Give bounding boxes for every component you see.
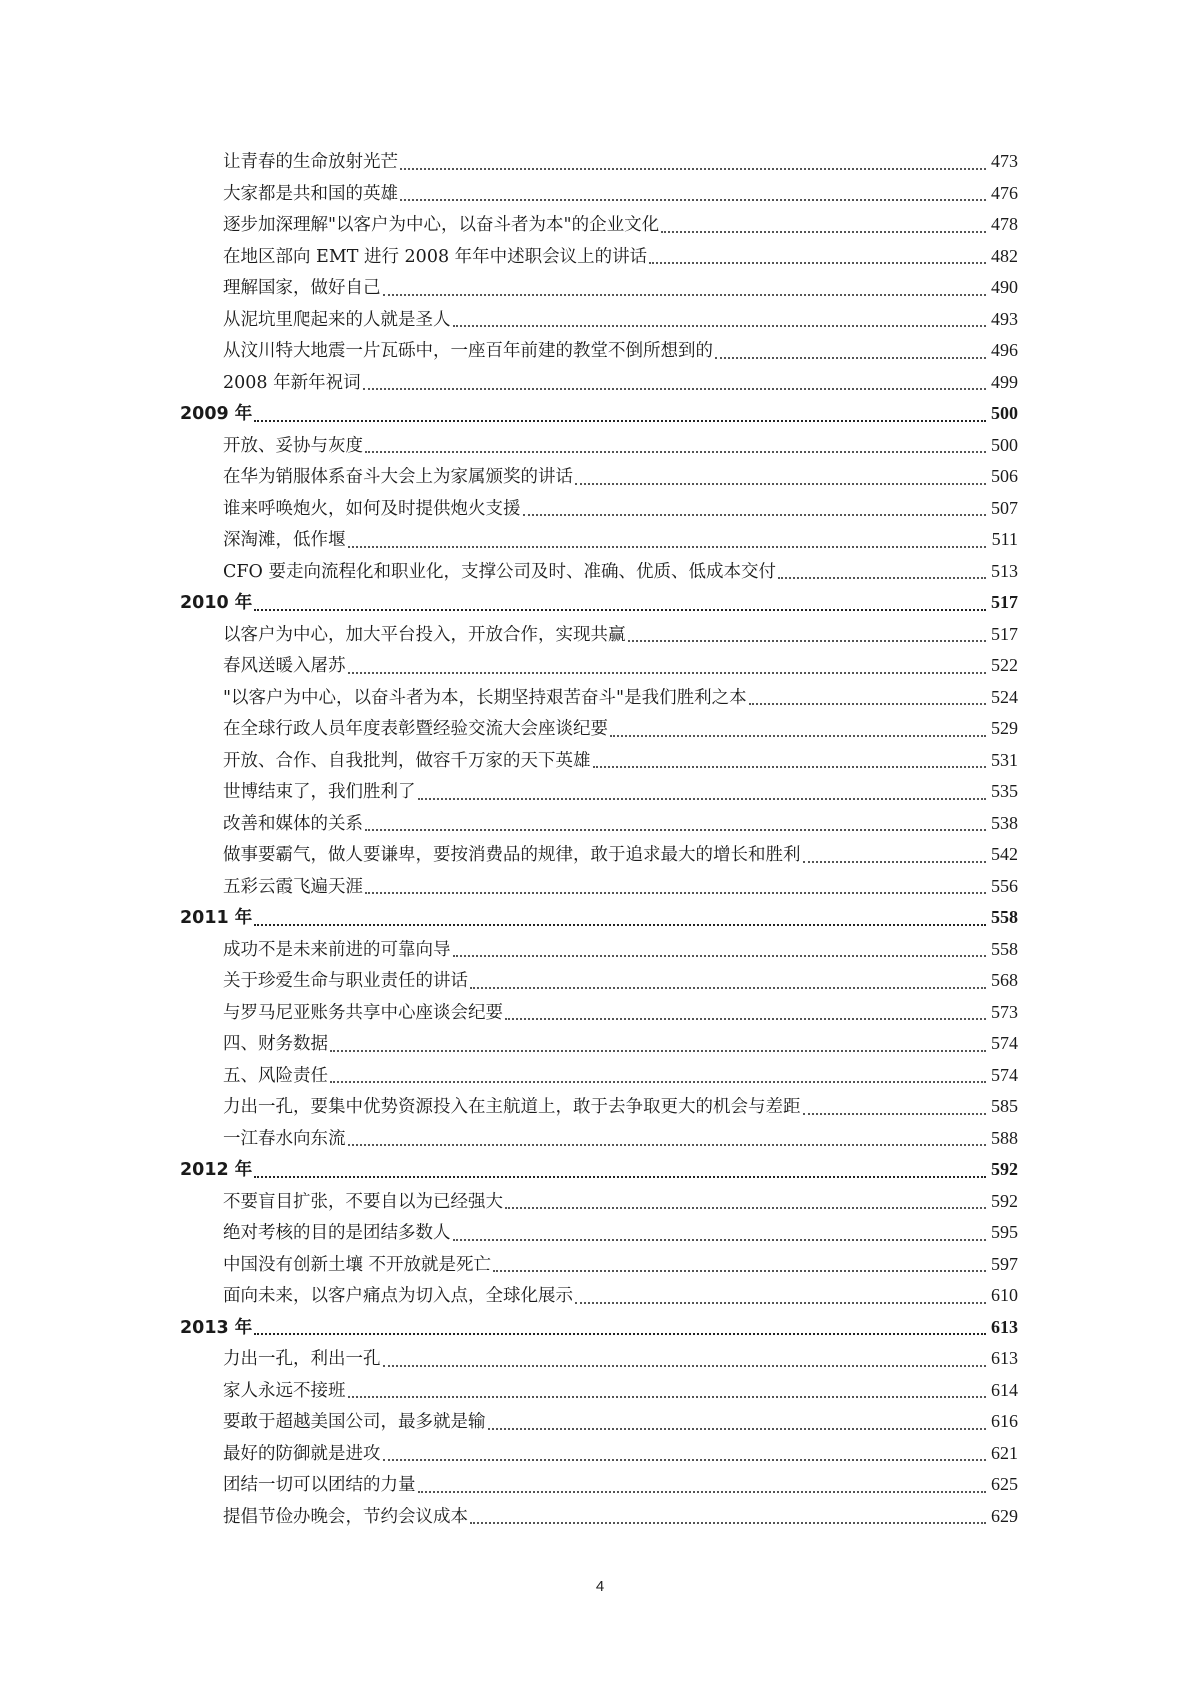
dot-leader bbox=[400, 197, 986, 201]
toc-entry-page: 535 bbox=[991, 781, 1018, 801]
toc-entry-title: CFO 要走向流程化和职业化，支撑公司及时、准确、优质、低成本交付 bbox=[223, 561, 776, 582]
toc-entry[interactable] bbox=[180, 776, 1018, 808]
dot-leader bbox=[365, 890, 986, 894]
toc-entry[interactable] bbox=[180, 1028, 1018, 1060]
toc-entry-title: 绝对考核的目的是团结多数人 bbox=[223, 1223, 451, 1243]
toc-entry-page: 476 bbox=[991, 182, 1018, 203]
toc-entry-title: 五、风险责任 bbox=[223, 1065, 328, 1086]
dot-leader bbox=[400, 166, 986, 170]
toc-entry-page: 610 bbox=[991, 1285, 1018, 1305]
toc-entry-title: 大家都是共和国的英雄 bbox=[223, 183, 398, 204]
dot-leader bbox=[493, 1268, 986, 1272]
dot-leader bbox=[363, 386, 986, 390]
toc-year-heading[interactable] bbox=[180, 1154, 1018, 1186]
toc-entry-title: 在华为销服体系奋斗大会上为家属颁奖的讲话 bbox=[223, 467, 573, 487]
toc-entry-page: 574 bbox=[991, 1064, 1018, 1085]
dot-leader bbox=[365, 827, 986, 831]
toc-entry[interactable] bbox=[180, 461, 1018, 493]
dot-leader bbox=[628, 638, 987, 642]
toc-entry[interactable] bbox=[180, 178, 1018, 210]
toc-entry-title: 以客户为中心，加大平台投入，开放合作，实现共赢 bbox=[223, 624, 626, 645]
toc-entry[interactable] bbox=[180, 430, 1018, 462]
toc-entry-title: 团结一切可以团结的力量 bbox=[223, 1475, 416, 1495]
toc-year-heading[interactable] bbox=[180, 902, 1018, 934]
toc-entry-title: 要敢于超越美国公司，最多就是输 bbox=[223, 1412, 486, 1432]
toc-entry[interactable] bbox=[180, 839, 1018, 871]
dot-leader bbox=[470, 1520, 986, 1524]
toc-entry-title: 深淘滩，低作堰 bbox=[223, 530, 346, 550]
toc-entry-title: 成功不是未来前进的可靠向导 bbox=[223, 939, 451, 960]
toc-entry[interactable] bbox=[180, 1060, 1018, 1092]
toc-entry[interactable] bbox=[180, 871, 1018, 903]
dot-leader bbox=[453, 323, 987, 327]
toc-entry-title: 2013 年 bbox=[180, 1317, 253, 1338]
toc-entry-title: 力出一孔，利出一孔 bbox=[223, 1349, 381, 1369]
toc-entry-title: 五彩云霞飞遍天涯 bbox=[223, 876, 363, 897]
dot-leader bbox=[505, 1205, 986, 1209]
toc-entry-title: 2012 年 bbox=[180, 1160, 253, 1180]
toc-entry[interactable] bbox=[180, 304, 1018, 336]
toc-entry[interactable] bbox=[180, 1091, 1018, 1123]
toc-entry-title: 让青春的生命放射光芒 bbox=[223, 152, 398, 172]
toc-entry[interactable] bbox=[180, 1375, 1018, 1407]
toc-entry-page: 614 bbox=[991, 1379, 1018, 1400]
toc-entry-page: 573 bbox=[991, 1001, 1018, 1022]
toc-entry-title: 力出一孔，要集中优势资源投入在主航道上，敢于去争取更大的机会与差距 bbox=[223, 1097, 801, 1117]
toc-entry-title: 在地区部向 EMT 进行 2008 年年中述职会议上的讲话 bbox=[223, 246, 648, 267]
toc-entry-page: 568 bbox=[991, 970, 1018, 990]
toc-entry[interactable] bbox=[180, 272, 1018, 304]
dot-leader bbox=[254, 1331, 986, 1335]
toc-entry-page: 558 bbox=[991, 938, 1018, 959]
toc-entry[interactable] bbox=[180, 745, 1018, 777]
toc-entry-page: 511 bbox=[991, 529, 1018, 549]
toc-entry[interactable] bbox=[180, 1186, 1018, 1218]
dot-leader bbox=[610, 733, 986, 737]
toc-entry-page: 473 bbox=[991, 151, 1018, 171]
toc-entry[interactable] bbox=[180, 1406, 1018, 1438]
dot-leader bbox=[715, 355, 986, 359]
toc-entry-title: 谁来呼唤炮火，如何及时提供炮火支援 bbox=[223, 498, 521, 519]
toc-entry-title: 从泥坑里爬起来的人就是圣人 bbox=[223, 309, 451, 330]
toc-entry-title: 2009 年 bbox=[180, 404, 253, 424]
toc-entry-page: 500 bbox=[991, 434, 1018, 455]
dot-leader bbox=[803, 1111, 987, 1115]
toc-year-heading[interactable] bbox=[180, 1312, 1018, 1344]
toc-entry-title: 做事要霸气，做人要谦卑，要按消费品的规律，敢于追求最大的增长和胜利 bbox=[223, 845, 801, 865]
dot-leader bbox=[575, 481, 986, 485]
toc-entry-page: 592 bbox=[991, 1159, 1018, 1179]
toc-entry-page: 556 bbox=[991, 875, 1018, 896]
toc-entry-title: 与罗马尼亚账务共享中心座谈会纪要 bbox=[223, 1002, 503, 1023]
toc-year-heading[interactable] bbox=[180, 398, 1018, 430]
toc-entry[interactable] bbox=[180, 209, 1018, 241]
toc-entry-title: 最好的防御就是进攻 bbox=[223, 1443, 381, 1464]
toc-entry[interactable] bbox=[180, 997, 1018, 1029]
dot-leader bbox=[254, 607, 986, 611]
toc-entry[interactable] bbox=[180, 556, 1018, 588]
toc-entry-title: 开放、妥协与灰度 bbox=[223, 435, 363, 456]
dot-leader bbox=[593, 764, 987, 768]
dot-leader bbox=[383, 292, 987, 296]
toc-entry-page: 613 bbox=[991, 1348, 1018, 1368]
dot-leader bbox=[505, 1016, 986, 1020]
toc-entry-title: 2008 年新年祝词 bbox=[223, 372, 361, 393]
toc-entry-title: 面向未来，以客户痛点为切入点，全球化展示 bbox=[223, 1286, 573, 1306]
toc-entry-title: 逐步加深理解"以客户为中心，以奋斗者为本"的企业文化 bbox=[223, 215, 660, 235]
toc-entry-title: 在全球行政人员年度表彰暨经验交流大会座谈纪要 bbox=[223, 719, 608, 739]
toc-entry-title: 世博结束了，我们胜利了 bbox=[223, 782, 416, 802]
dot-leader bbox=[348, 1142, 987, 1146]
toc-entry[interactable] bbox=[180, 682, 1018, 714]
toc-entry-page: 513 bbox=[991, 560, 1018, 581]
toc-entry[interactable] bbox=[180, 1343, 1018, 1375]
toc-entry-page: 629 bbox=[991, 1505, 1018, 1526]
dot-leader bbox=[749, 701, 986, 705]
toc-entry[interactable] bbox=[180, 1280, 1018, 1312]
toc-entry-page: 616 bbox=[991, 1411, 1018, 1431]
toc-entry[interactable] bbox=[180, 1123, 1018, 1155]
dot-leader bbox=[418, 1489, 987, 1493]
toc-year-heading[interactable] bbox=[180, 587, 1018, 619]
toc-entry[interactable] bbox=[180, 335, 1018, 367]
toc-entry-page: 490 bbox=[991, 277, 1018, 297]
dot-leader bbox=[348, 544, 987, 548]
table-of-contents bbox=[180, 146, 1018, 1532]
toc-entry-title: 提倡节俭办晚会，节约会议成本 bbox=[223, 1506, 468, 1527]
toc-entry[interactable] bbox=[180, 367, 1018, 399]
dot-leader bbox=[661, 229, 986, 233]
dot-leader bbox=[254, 1174, 986, 1178]
toc-entry-title: 四、财务数据 bbox=[223, 1034, 328, 1054]
dot-leader bbox=[575, 1300, 986, 1304]
toc-entry-title: 2010 年 bbox=[180, 593, 253, 613]
toc-entry-page: 558 bbox=[991, 907, 1018, 927]
toc-entry-title: 不要盲目扩张，不要自以为已经强大 bbox=[223, 1191, 503, 1212]
toc-entry-title: "以客户为中心，以奋斗者为本，长期坚持艰苦奋斗"是我们胜利之本 bbox=[223, 687, 747, 708]
toc-entry-title: 中国没有创新土壤 不开放就是死亡 bbox=[223, 1254, 492, 1275]
toc-entry-page: 524 bbox=[991, 686, 1018, 707]
dot-leader bbox=[523, 512, 987, 516]
toc-entry-page: 506 bbox=[991, 466, 1018, 486]
toc-entry-title: 从汶川特大地震一片瓦砾中，一座百年前建的教堂不倒所想到的 bbox=[223, 341, 713, 361]
toc-entry[interactable] bbox=[180, 619, 1018, 651]
dot-leader bbox=[383, 1457, 987, 1461]
toc-entry-page: 592 bbox=[991, 1190, 1018, 1211]
dot-leader bbox=[383, 1363, 987, 1367]
dot-leader bbox=[254, 922, 986, 926]
page-number: 4 bbox=[595, 1578, 605, 1595]
toc-entry-title: 理解国家，做好自己 bbox=[223, 278, 381, 298]
toc-entry[interactable] bbox=[180, 1469, 1018, 1501]
dot-leader bbox=[254, 418, 986, 422]
toc-entry-title: 2011 年 bbox=[180, 908, 253, 928]
dot-leader bbox=[330, 1048, 986, 1052]
toc-entry-page: 478 bbox=[991, 214, 1018, 234]
toc-entry-page: 597 bbox=[991, 1253, 1018, 1274]
dot-leader bbox=[803, 859, 987, 863]
toc-entry-page: 613 bbox=[991, 1316, 1018, 1337]
toc-entry-page: 588 bbox=[991, 1127, 1018, 1148]
toc-entry[interactable] bbox=[180, 1438, 1018, 1470]
toc-entry-page: 493 bbox=[991, 308, 1018, 329]
dot-leader bbox=[453, 1237, 987, 1241]
toc-entry-page: 496 bbox=[991, 340, 1018, 360]
toc-entry-page: 621 bbox=[991, 1442, 1018, 1463]
toc-entry[interactable] bbox=[180, 146, 1018, 178]
dot-leader bbox=[649, 260, 986, 264]
dot-leader bbox=[778, 575, 986, 579]
toc-entry-page: 595 bbox=[991, 1222, 1018, 1242]
dot-leader bbox=[470, 985, 986, 989]
toc-entry-page: 529 bbox=[991, 718, 1018, 738]
toc-entry[interactable] bbox=[180, 493, 1018, 525]
toc-entry[interactable] bbox=[180, 1501, 1018, 1533]
dot-leader bbox=[330, 1079, 986, 1083]
dot-leader bbox=[453, 953, 987, 957]
toc-entry-page: 522 bbox=[991, 655, 1018, 675]
toc-entry-page: 507 bbox=[991, 497, 1018, 518]
dot-leader bbox=[348, 1394, 987, 1398]
toc-entry[interactable] bbox=[180, 713, 1018, 745]
dot-leader bbox=[365, 449, 986, 453]
toc-entry[interactable] bbox=[180, 1249, 1018, 1281]
toc-entry-page: 500 bbox=[991, 403, 1018, 423]
toc-entry[interactable] bbox=[180, 1217, 1018, 1249]
toc-entry-title: 开放、合作、自我批判，做容千万家的天下英雄 bbox=[223, 750, 591, 771]
toc-entry-page: 517 bbox=[991, 623, 1018, 644]
toc-entry-title: 一江春水向东流 bbox=[223, 1128, 346, 1149]
toc-entry-page: 482 bbox=[991, 245, 1018, 266]
toc-entry[interactable] bbox=[180, 524, 1018, 556]
toc-entry-page: 574 bbox=[991, 1033, 1018, 1053]
dot-leader bbox=[348, 670, 987, 674]
toc-entry-page: 585 bbox=[991, 1096, 1018, 1116]
toc-entry[interactable] bbox=[180, 650, 1018, 682]
dot-leader bbox=[418, 796, 987, 800]
toc-entry-title: 春风送暖入屠苏 bbox=[223, 656, 346, 676]
toc-entry[interactable] bbox=[180, 241, 1018, 273]
toc-entry-page: 625 bbox=[991, 1474, 1018, 1494]
toc-entry-page: 531 bbox=[991, 749, 1018, 770]
toc-entry[interactable] bbox=[180, 965, 1018, 997]
toc-entry[interactable] bbox=[180, 934, 1018, 966]
dot-leader bbox=[488, 1426, 987, 1430]
toc-entry[interactable] bbox=[180, 808, 1018, 840]
toc-entry-title: 改善和媒体的关系 bbox=[223, 813, 363, 834]
toc-entry-page: 542 bbox=[991, 844, 1018, 864]
toc-entry-title: 家人永远不接班 bbox=[223, 1380, 346, 1401]
toc-entry-title: 关于珍爱生命与职业责任的讲话 bbox=[223, 971, 468, 991]
toc-entry-page: 538 bbox=[991, 812, 1018, 833]
toc-entry-page: 517 bbox=[991, 592, 1018, 612]
toc-entry-page: 499 bbox=[991, 371, 1018, 392]
